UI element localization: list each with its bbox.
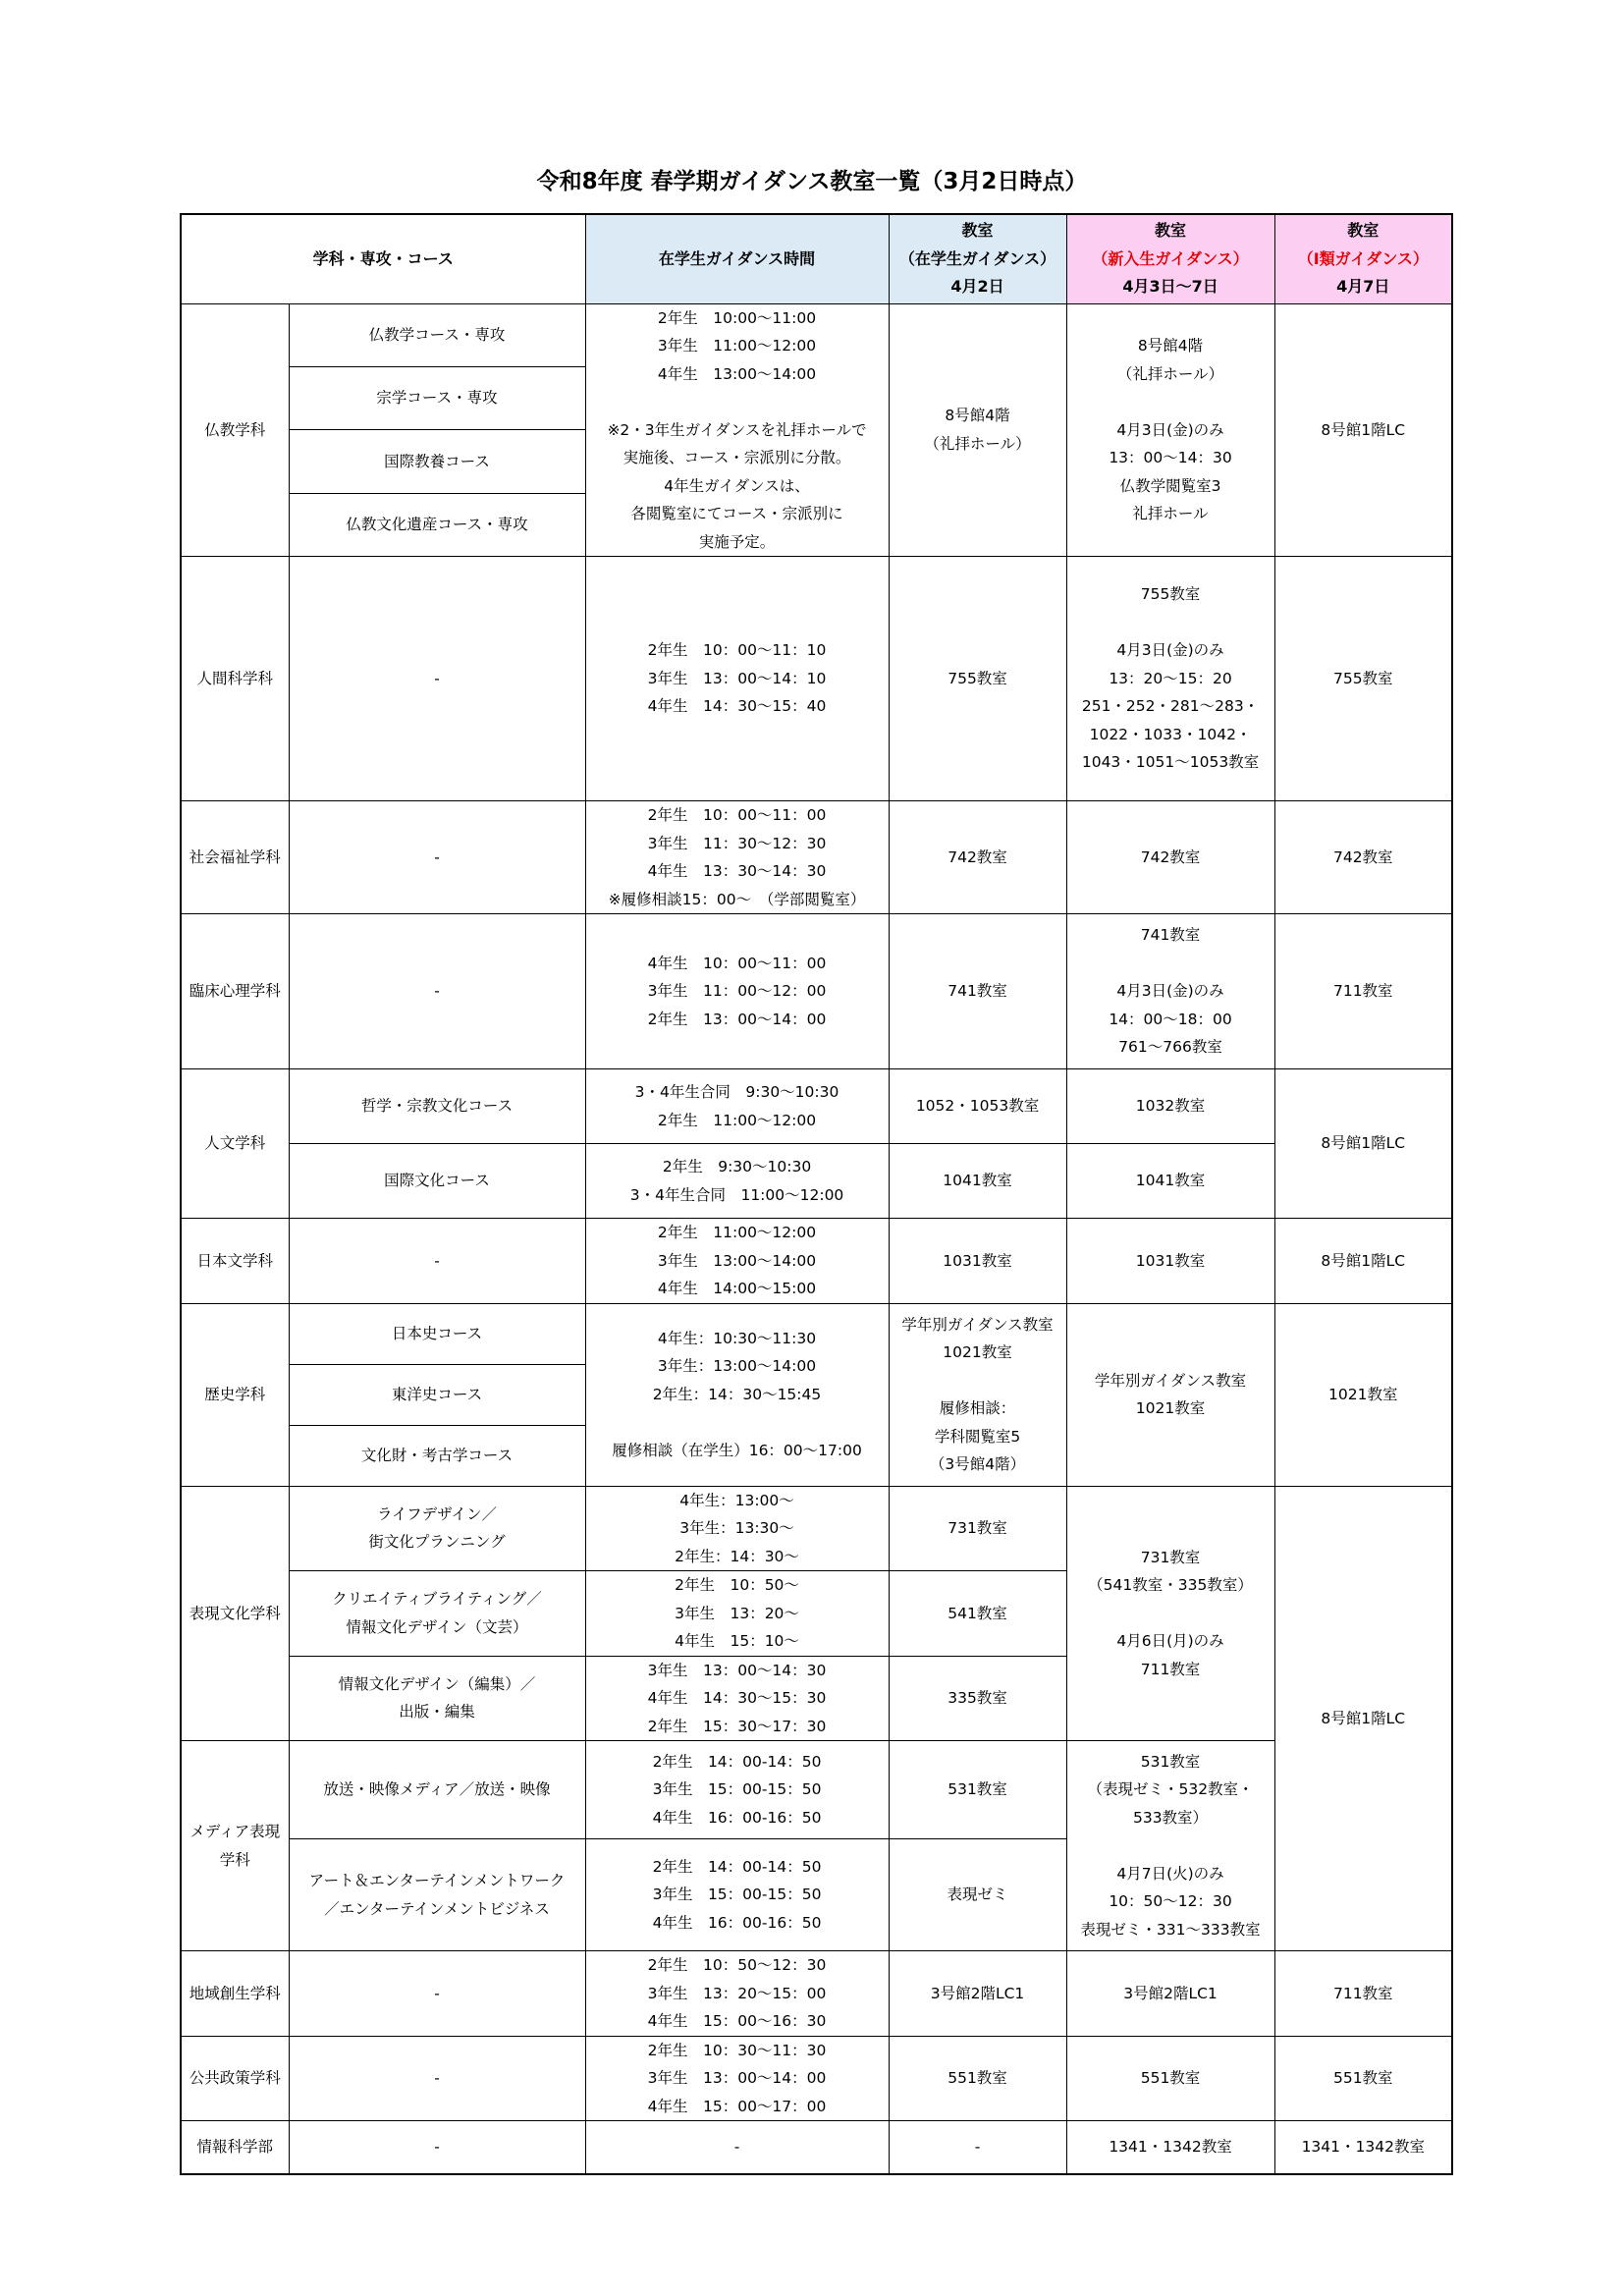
time-cell: - bbox=[585, 2121, 889, 2174]
table-row bbox=[181, 801, 1452, 914]
dept-cell: 日本文学科 bbox=[181, 1219, 289, 1304]
time-cell: 4年生：13:00～ 3年生：13:30～ 2年生：14：30～ bbox=[585, 1486, 889, 1571]
dept-cell: 地域創生学科 bbox=[181, 1951, 289, 2037]
dept-cell: 人文学科 bbox=[181, 1069, 289, 1219]
room-new-cell: 1031教室 bbox=[1066, 1219, 1274, 1304]
room-class1-cell: 755教室 bbox=[1274, 557, 1452, 801]
table-row bbox=[181, 1486, 1452, 1571]
room-new-cell: 学年別ガイダンス教室 1021教室 bbox=[1066, 1303, 1274, 1486]
dept-cell: メディア表現 学科 bbox=[181, 1741, 289, 1951]
course-cell: アート＆エンターテインメントワーク ／エンターテインメントビジネス bbox=[289, 1839, 585, 1951]
page-title: 令和8年度 春学期ガイダンス教室一覧（3月2日時点） bbox=[536, 169, 1088, 194]
room-new-cell: 531教室 （表現ゼミ・532教室・ 533教室） 4月7日(火)のみ 10：50～12：30 表現ゼミ・331～333教室 bbox=[1066, 1741, 1274, 1951]
room-current-cell: 531教室 bbox=[889, 1741, 1066, 1839]
time-cell: 2年生 11:00～12:00 3年生 13:00～14:00 4年生 14:00～15:00 bbox=[585, 1219, 889, 1304]
time-cell: 4年生：10:30～11:30 3年生：13:00～14:00 2年生：14：30～15:45 履修相談（在学生）16：00～17:00 bbox=[585, 1303, 889, 1486]
time-cell: 2年生 14：00-14：50 3年生 15：00-15：50 4年生 16：00-16：50 bbox=[585, 1839, 889, 1951]
course-cell: 情報文化デザイン（編集）／ 出版・編集 bbox=[289, 1656, 585, 1741]
table-row bbox=[181, 2121, 1452, 2174]
header-room-new: 教室 （新入生ガイダンス） 4月3日～7日 bbox=[1066, 214, 1274, 303]
course-cell: 宗学コース・専攻 bbox=[289, 366, 585, 429]
course-cell: - bbox=[289, 1951, 585, 2037]
dept-cell: 仏教学科 bbox=[181, 303, 289, 557]
table-row bbox=[181, 557, 1452, 801]
room-new-cell: 551教室 bbox=[1066, 2036, 1274, 2121]
course-cell: 文化財・考古学コース bbox=[289, 1425, 585, 1486]
time-cell: 2年生 9:30～10:30 3・4年生合同 11:00～12:00 bbox=[585, 1144, 889, 1219]
course-cell: 国際文化コース bbox=[289, 1144, 585, 1219]
room-current-cell: 1031教室 bbox=[889, 1219, 1066, 1304]
course-cell: - bbox=[289, 2121, 585, 2174]
room-current-cell: 1052・1053教室 bbox=[889, 1069, 1066, 1144]
course-cell: - bbox=[289, 801, 585, 914]
table-row bbox=[181, 1303, 1452, 1364]
time-cell: 2年生 10：00～11：10 3年生 13：00～14：10 4年生 14：30～15：40 bbox=[585, 557, 889, 801]
room-new-cell: 8号館4階 （礼拝ホール） 4月3日(金)のみ 13：00～14：30 仏教学閲覧室3 礼拝ホール bbox=[1066, 303, 1274, 557]
room-current-cell: 335教室 bbox=[889, 1656, 1066, 1741]
course-cell: 仏教文化遺産コース・専攻 bbox=[289, 493, 585, 556]
time-cell: 2年生 10：30～11：30 3年生 13：00～14：00 4年生 15：00～17：00 bbox=[585, 2036, 889, 2121]
course-cell: 仏教学コース・専攻 bbox=[289, 303, 585, 366]
table-row bbox=[181, 1144, 1452, 1219]
header-row bbox=[181, 214, 1452, 303]
course-cell: - bbox=[289, 914, 585, 1069]
dept-cell: 臨床心理学科 bbox=[181, 914, 289, 1069]
room-current-cell: - bbox=[889, 2121, 1066, 2174]
table-row bbox=[181, 1951, 1452, 2037]
room-class1-cell: 1021教室 bbox=[1274, 1303, 1452, 1486]
room-class1-cell: 8号館1階LC bbox=[1274, 1069, 1452, 1219]
course-cell: - bbox=[289, 557, 585, 801]
header-room-class1: 教室 （Ⅰ類ガイダンス） 4月7日 bbox=[1274, 214, 1452, 303]
room-current-cell: 表現ゼミ bbox=[889, 1839, 1066, 1951]
room-current-cell: 742教室 bbox=[889, 801, 1066, 914]
time-cell: 4年生 10：00～11：00 3年生 11：00～12：00 2年生 13：00～14：00 bbox=[585, 914, 889, 1069]
course-cell: 日本史コース bbox=[289, 1303, 585, 1364]
room-class1-cell: 8号館1階LC bbox=[1274, 303, 1452, 557]
room-new-cell: 1032教室 bbox=[1066, 1069, 1274, 1144]
table-row bbox=[181, 2036, 1452, 2121]
room-class1-cell: 8号館1階LC bbox=[1274, 1219, 1452, 1304]
guidance-room-table bbox=[180, 213, 1453, 2175]
dept-cell: 表現文化学科 bbox=[181, 1486, 289, 1741]
dept-cell: 歴史学科 bbox=[181, 1303, 289, 1486]
time-cell: 2年生 10：50～12：30 3年生 13：20～15：00 4年生 15：00～16：30 bbox=[585, 1951, 889, 2037]
room-new-cell: 742教室 bbox=[1066, 801, 1274, 914]
room-current-cell: 741教室 bbox=[889, 914, 1066, 1069]
room-current-cell: 1041教室 bbox=[889, 1144, 1066, 1219]
header-time: 在学生ガイダンス時間 bbox=[585, 214, 889, 303]
course-cell: 哲学・宗教文化コース bbox=[289, 1069, 585, 1144]
room-new-cell: 755教室 4月3日(金)のみ 13：20～15：20 251・252・281～283・ 1022・1033・1042・ 1043・1051～1053教室 bbox=[1066, 557, 1274, 801]
course-cell: ライフデザイン／ 街文化プランニング bbox=[289, 1486, 585, 1571]
dept-cell: 公共政策学科 bbox=[181, 2036, 289, 2121]
room-class1-cell: 1341・1342教室 bbox=[1274, 2121, 1452, 2174]
course-cell: 国際教養コース bbox=[289, 430, 585, 493]
room-new-cell: 1041教室 bbox=[1066, 1144, 1274, 1219]
time-cell: 2年生 10：50～ 3年生 13：20～ 4年生 15：10～ bbox=[585, 1571, 889, 1657]
course-cell: クリエイティブライティング／ 情報文化デザイン（文芸） bbox=[289, 1571, 585, 1657]
room-new-cell: 1341・1342教室 bbox=[1066, 2121, 1274, 2174]
course-cell: 東洋史コース bbox=[289, 1364, 585, 1425]
room-class1-cell: 742教室 bbox=[1274, 801, 1452, 914]
room-new-cell: 731教室 （541教室・335教室） 4月6日(月)のみ 711教室 bbox=[1066, 1486, 1274, 1741]
dept-cell: 情報科学部 bbox=[181, 2121, 289, 2174]
table-row bbox=[181, 1741, 1452, 1839]
table-row bbox=[181, 1219, 1452, 1304]
room-current-cell: 3号館2階LC1 bbox=[889, 1951, 1066, 2037]
time-cell: 3年生 13：00～14：30 4年生 14：30～15：30 2年生 15：30～17：30 bbox=[585, 1656, 889, 1741]
room-current-cell: 731教室 bbox=[889, 1486, 1066, 1571]
header-dept: 学科・専攻・コース bbox=[181, 214, 585, 303]
time-cell: 2年生 10：00～11：00 3年生 11：30～12：30 4年生 13：30～14：30 ※履修相談15：00～ （学部閲覧室） bbox=[585, 801, 889, 914]
table-row bbox=[181, 914, 1452, 1069]
room-new-cell: 741教室 4月3日(金)のみ 14：00～18：00 761～766教室 bbox=[1066, 914, 1274, 1069]
header-room-current: 教室 （在学生ガイダンス） 4月2日 bbox=[889, 214, 1066, 303]
course-cell: - bbox=[289, 2036, 585, 2121]
room-class1-cell: 8号館1階LC bbox=[1274, 1486, 1452, 1951]
time-cell: 2年生 14：00-14：50 3年生 15：00-15：50 4年生 16：00-16：50 bbox=[585, 1741, 889, 1839]
room-current-cell: 551教室 bbox=[889, 2036, 1066, 2121]
room-class1-cell: 551教室 bbox=[1274, 2036, 1452, 2121]
room-current-cell: 学年別ガイダンス教室 1021教室 履修相談： 学科閲覧室5 （3号館4階） bbox=[889, 1303, 1066, 1486]
dept-cell: 社会福祉学科 bbox=[181, 801, 289, 914]
table-row bbox=[181, 303, 1452, 366]
time-cell: 2年生 10:00～11:00 3年生 11:00～12:00 4年生 13:00～14:00 ※2・3年生ガイダンスを礼拝ホールで 実施後、コース・宗派別に分散。 4年生ガイダンスは、 各閲覧室にてコース・宗派別に 実施予定。 bbox=[585, 303, 889, 557]
room-new-cell: 3号館2階LC1 bbox=[1066, 1951, 1274, 2037]
room-current-cell: 8号館4階 （礼拝ホール） bbox=[889, 303, 1066, 557]
time-cell: 3・4年生合同 9:30～10:30 2年生 11:00～12:00 bbox=[585, 1069, 889, 1144]
room-current-cell: 541教室 bbox=[889, 1571, 1066, 1657]
course-cell: 放送・映像メディア／放送・映像 bbox=[289, 1741, 585, 1839]
dept-cell: 人間科学科 bbox=[181, 557, 289, 801]
room-class1-cell: 711教室 bbox=[1274, 1951, 1452, 2037]
room-current-cell: 755教室 bbox=[889, 557, 1066, 801]
table-row bbox=[181, 1069, 1452, 1144]
room-class1-cell: 711教室 bbox=[1274, 914, 1452, 1069]
course-cell: - bbox=[289, 1219, 585, 1304]
